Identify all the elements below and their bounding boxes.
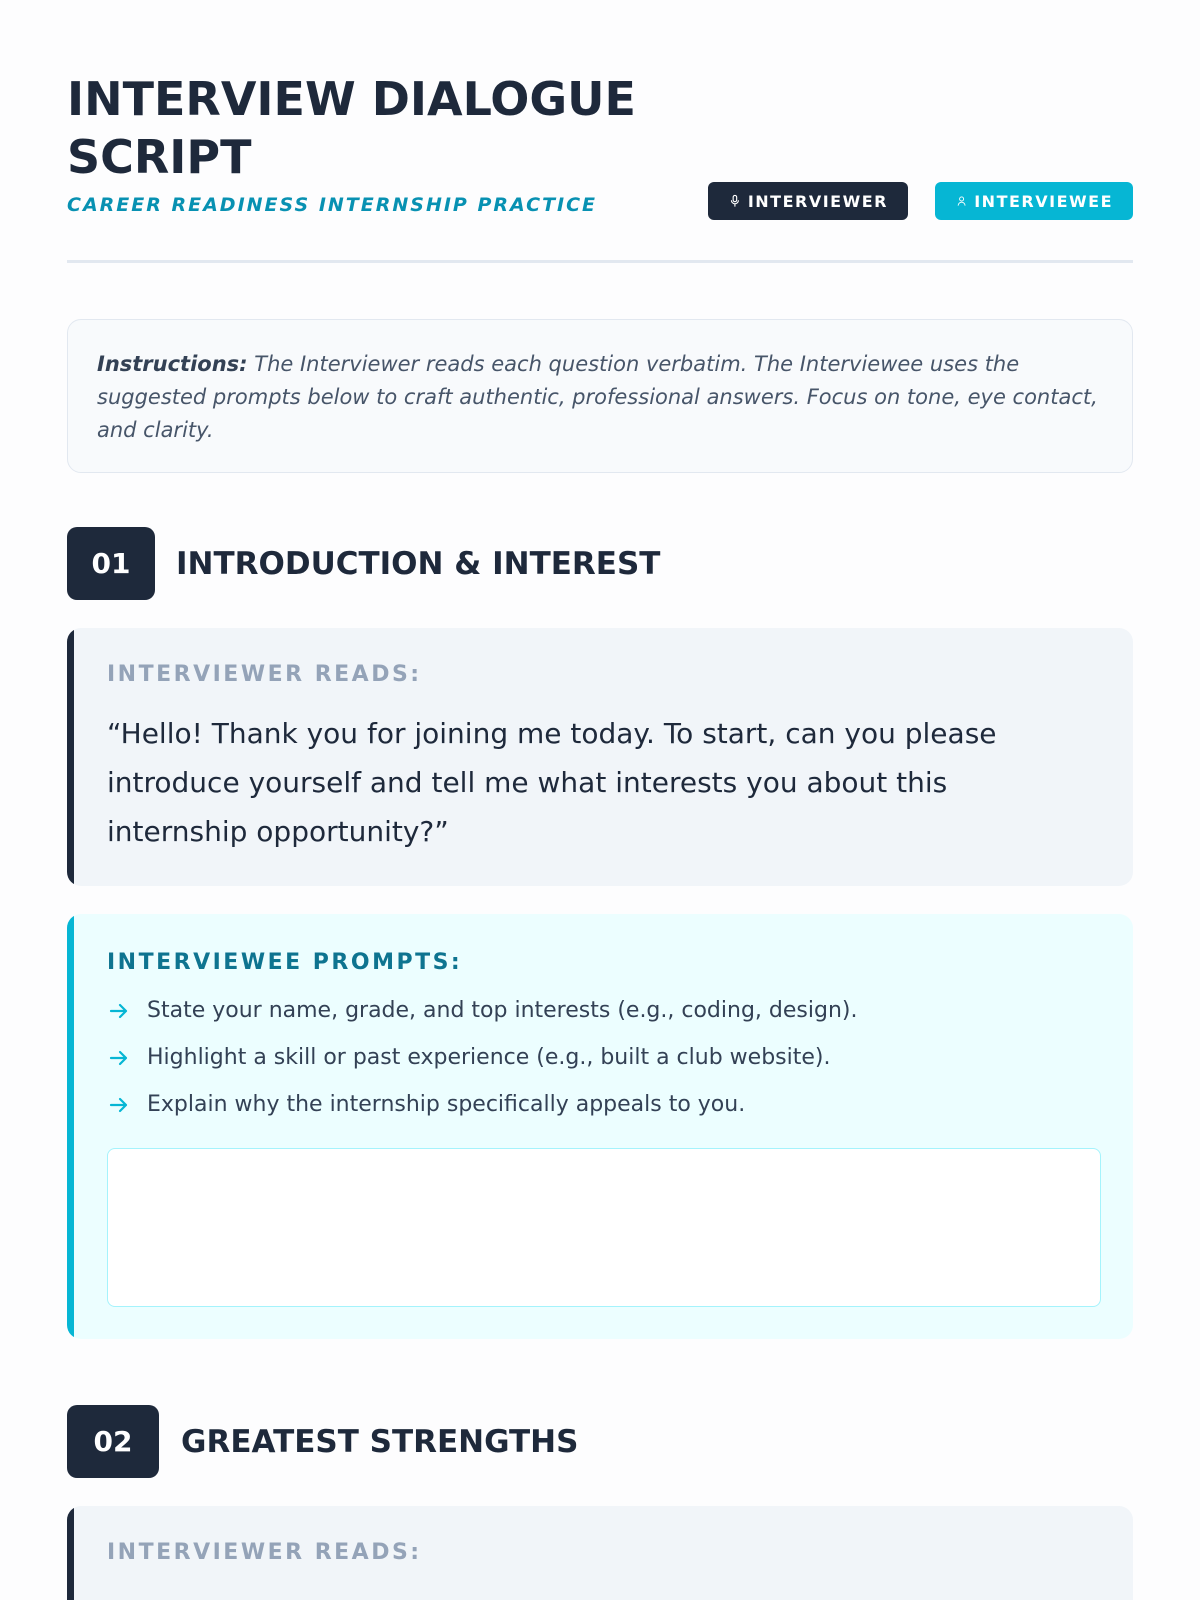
interviewee-badge — [935, 182, 1133, 220]
answer-input[interactable] — [107, 1148, 1101, 1307]
section-header — [67, 1405, 1133, 1478]
page-title: INTERVIEW DIALOGUE SCRIPT — [67, 72, 636, 184]
instructions-lead: Instructions: — [97, 352, 248, 376]
section-number: 01 — [67, 527, 155, 600]
arrow-right-icon — [107, 1046, 131, 1070]
microphone-icon — [730, 192, 740, 210]
section-header — [67, 527, 1133, 600]
role-legend — [708, 182, 1133, 220]
person-icon — [957, 192, 966, 210]
list-item — [107, 1034, 1099, 1081]
question-label: INTERVIEWER READS: — [107, 1540, 422, 1565]
prompts-label: INTERVIEWEE PROMPTS: — [107, 950, 463, 975]
section-introduction — [67, 527, 1133, 1339]
prompt-text: Highlight a skill or past experience (e.g., built a club website). — [147, 1045, 831, 1070]
interviewer-badge-label: INTERVIEWER — [747, 191, 888, 211]
prompts-list — [107, 987, 1099, 1128]
section-title: GREATEST STRENGTHS — [181, 1423, 579, 1460]
section-number: 02 — [67, 1405, 159, 1478]
list-item — [107, 1081, 1099, 1128]
page-subtitle: CAREER READINESS INTERNSHIP PRACTICE — [67, 194, 598, 216]
instructions-text: The Interviewer reads each question verbatim. The Interviewee uses the suggested prompts below to craft authentic, professional answers. Focus on tone, eye contact, and clarity. — [97, 352, 1098, 442]
arrow-right-icon — [107, 1093, 131, 1117]
instructions-box — [67, 319, 1133, 473]
arrow-right-icon — [107, 999, 131, 1023]
question-label: INTERVIEWER READS: — [107, 662, 422, 687]
interviewee-prompts-card — [67, 914, 1133, 1339]
section-strengths — [67, 1405, 1133, 1600]
prompt-text: State your name, grade, and top interests (e.g., coding, design). — [147, 998, 858, 1023]
interviewer-question-card — [67, 628, 1133, 886]
list-item — [107, 987, 1099, 1034]
interviewee-badge-label: INTERVIEWEE — [974, 191, 1113, 211]
question-text: “Hello! Thank you for joining me today. To start, can you please introduce yourself and tell me what interests you about this internship opportunity?” — [107, 717, 997, 848]
interviewer-badge — [708, 182, 908, 220]
interviewer-question-card — [67, 1506, 1133, 1600]
page-header — [67, 0, 1133, 263]
section-title: INTRODUCTION & INTEREST — [176, 545, 661, 582]
prompt-text: Explain why the internship specifically appeals to you. — [147, 1092, 746, 1117]
